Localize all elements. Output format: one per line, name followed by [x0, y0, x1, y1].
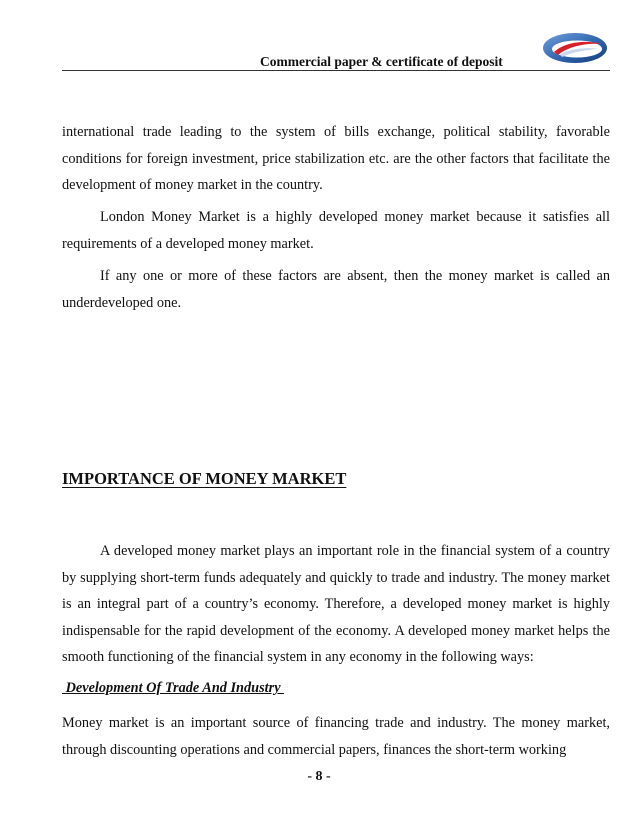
paragraph-source-of-financing: Money market is an important source of financing trade and industry. The money market, through discounting operations and commercial papers, finances the short-term working	[62, 715, 610, 758]
header-divider	[62, 70, 610, 71]
header-title: Commercial paper & certificate of deposit	[260, 54, 503, 69]
page-number: - 8 -	[307, 769, 331, 784]
paragraph-importance-intro: A developed money market plays an important role in the financial system of a country by supplying short-term funds adequately and quickly to trade and industry. The money market is an integral part of a country’s economy. Therefore, a developed money market is highly indispensable for the rapid development of the economy. A developed money market helps the smooth functioning of the financial system in any economy in the following ways:	[62, 543, 610, 665]
section-heading: IMPORTANCE OF MONEY MARKET	[62, 469, 347, 488]
swoosh-logo-icon	[540, 28, 610, 68]
paragraph-london-money-market: London Money Market is a highly developed money market because it satisfies all requirements of a developed money market.	[62, 209, 610, 252]
paragraph-underdeveloped: If any one or more of these factors are absent, then the money market is called an underdeveloped one.	[62, 268, 610, 311]
paragraph-international-trade: international trade leading to the system of bills exchange, political stability, favorable conditions for foreign investment, price stabilization etc. are the other factors that facilitate the development of money market in the country.	[62, 124, 610, 193]
subheading-development-trade-industry: Development Of Trade And Industry	[62, 680, 285, 696]
